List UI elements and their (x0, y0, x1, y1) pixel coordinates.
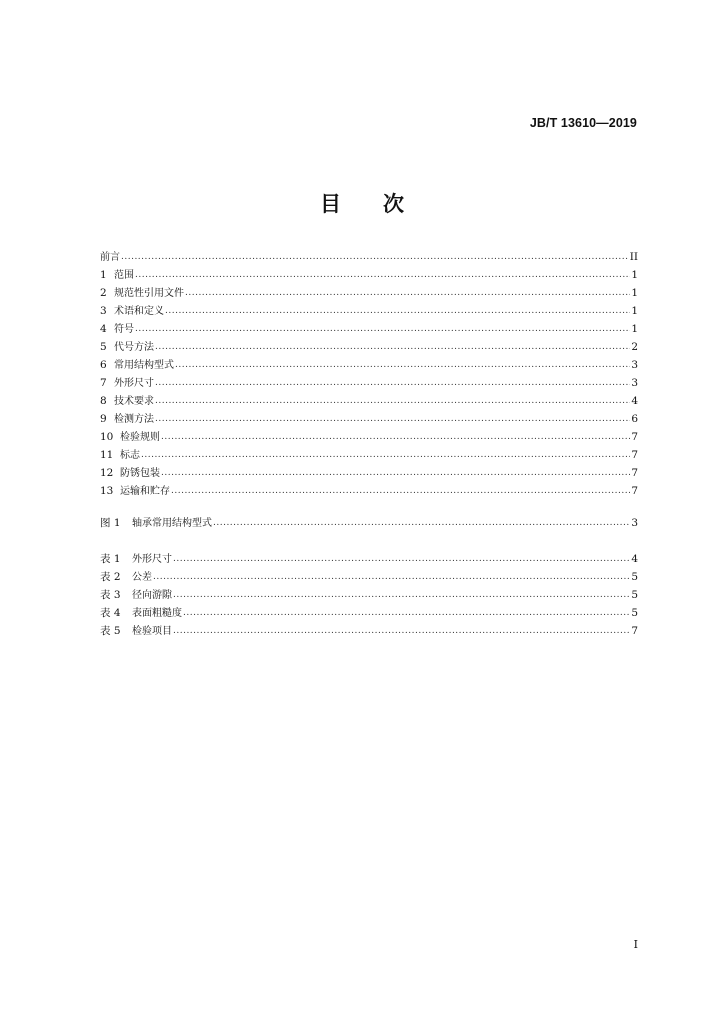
toc-entry-label: 检验规则 (120, 432, 160, 443)
toc-entry-label: 符号 (114, 324, 134, 335)
toc-entry-page: 7 (631, 467, 638, 479)
toc-entry-page: 5 (631, 607, 638, 619)
toc-dot-leader (175, 357, 630, 373)
toc-dot-leader (173, 551, 630, 567)
toc-dot-leader (153, 569, 630, 585)
toc-entry-label: 表面粗糙度 (132, 608, 182, 619)
toc-section-row[interactable] (100, 267, 638, 283)
toc-dot-leader (173, 623, 630, 639)
toc-table-row[interactable] (100, 623, 638, 639)
toc-entry-page: 1 (631, 323, 638, 335)
toc-entry-number: 8 (100, 395, 107, 407)
toc-entry-number: 1 (100, 269, 107, 281)
toc-entry-number: 表 3 (100, 589, 121, 601)
standard-code: JB/T 13610—2019 (529, 116, 637, 130)
toc-table-row[interactable] (100, 587, 638, 603)
toc-dot-leader (135, 267, 630, 283)
toc-entry-page: 3 (631, 359, 638, 371)
toc-dot-leader (155, 339, 630, 355)
toc-section-row[interactable] (100, 483, 638, 499)
toc-table-row[interactable] (100, 551, 638, 567)
toc-dot-leader (155, 393, 630, 409)
toc-section-row[interactable] (100, 249, 638, 265)
toc-entry-page: 4 (631, 395, 638, 407)
toc-entry-label: 外形尺寸 (132, 554, 172, 565)
toc-dot-leader (171, 483, 630, 499)
toc-section-row[interactable] (100, 447, 638, 463)
toc-entry-page: 4 (631, 553, 638, 565)
toc-entry-page: 6 (631, 413, 638, 425)
toc-entry-number: 表 1 (100, 553, 121, 565)
toc-entry-number: 表 5 (100, 625, 121, 637)
toc-dot-leader (173, 587, 630, 603)
toc-dot-leader (185, 285, 630, 301)
toc-dot-leader (121, 249, 629, 265)
toc-dot-leader (161, 465, 630, 481)
toc-dot-leader (165, 303, 630, 319)
toc-entry-number: 12 (100, 467, 114, 479)
toc-entry-number: 5 (100, 341, 107, 353)
toc-entry-number: 图 1 (100, 517, 121, 529)
toc-entry-number: 11 (100, 449, 114, 461)
toc-entry-number: 2 (100, 287, 107, 299)
toc-entry-number: 6 (100, 359, 107, 371)
toc-entry-label: 轴承常用结构型式 (132, 518, 212, 529)
toc-section-row[interactable] (100, 411, 638, 427)
toc-dot-leader (155, 375, 630, 391)
toc-section-row[interactable] (100, 303, 638, 319)
toc-entry-page: II (629, 251, 638, 263)
toc-entry-number: 表 4 (100, 607, 121, 619)
toc-entry-label: 运输和贮存 (120, 486, 170, 497)
toc-section-row[interactable] (100, 285, 638, 301)
toc-entry-label: 标志 (120, 450, 140, 461)
toc-section-row[interactable] (100, 429, 638, 445)
page-number: I (633, 938, 638, 951)
toc-dot-leader (155, 411, 630, 427)
toc-entry-number: 10 (100, 431, 114, 443)
toc-dot-leader (161, 429, 630, 445)
toc-table-row[interactable] (100, 569, 638, 585)
toc-entry-page: 1 (631, 269, 638, 281)
toc-entry-label: 检测方法 (114, 414, 154, 425)
toc-entry-page: 2 (631, 341, 638, 353)
toc-entry-page: 5 (631, 571, 638, 583)
toc-figure-row[interactable] (100, 515, 638, 531)
toc-entry-label: 术语和定义 (114, 306, 164, 317)
toc-entry-label: 外形尺寸 (114, 378, 154, 389)
toc-entry-page: 7 (631, 449, 638, 461)
toc-entry-label: 常用结构型式 (114, 360, 174, 371)
toc-entry-number: 表 2 (100, 571, 121, 583)
toc-entry-page: 7 (631, 431, 638, 443)
toc-entry-page: 1 (631, 287, 638, 299)
toc-section-row[interactable] (100, 321, 638, 337)
toc-table-row[interactable] (100, 605, 638, 621)
toc-entry-number: 13 (100, 485, 114, 497)
toc-entry-page: 3 (631, 517, 638, 529)
toc-section-row[interactable] (100, 465, 638, 481)
toc-entry-page: 1 (631, 305, 638, 317)
page-title: 目 次 (320, 192, 404, 216)
toc-entry-page: 5 (631, 589, 638, 601)
toc-dot-leader (183, 605, 630, 621)
toc-entry-label: 前言 (100, 252, 120, 263)
toc-entry-label: 公差 (132, 572, 152, 583)
toc-dot-leader (213, 515, 630, 531)
toc-dot-leader (141, 447, 630, 463)
toc-entry-page: 7 (631, 485, 638, 497)
toc-entry-label: 径向游隙 (132, 590, 172, 601)
toc-section-row[interactable] (100, 339, 638, 355)
toc-entry-label: 防锈包装 (120, 468, 160, 479)
toc-entry-number: 9 (100, 413, 107, 425)
toc-entry-label: 技术要求 (114, 396, 154, 407)
toc-entry-page: 3 (631, 377, 638, 389)
toc-entry-number: 4 (100, 323, 107, 335)
toc-section-row[interactable] (100, 357, 638, 373)
toc-entry-number: 7 (100, 377, 107, 389)
toc-section-row[interactable] (100, 393, 638, 409)
toc-entry-label: 范围 (114, 270, 134, 281)
toc-section-row[interactable] (100, 375, 638, 391)
toc-entry-page: 7 (631, 625, 638, 637)
toc-entry-number: 3 (100, 305, 107, 317)
toc-entry-label: 代号方法 (114, 342, 154, 353)
toc-entry-label: 规范性引用文件 (114, 288, 184, 299)
toc-dot-leader (135, 321, 630, 337)
toc-entry-label: 检验项目 (132, 626, 172, 637)
